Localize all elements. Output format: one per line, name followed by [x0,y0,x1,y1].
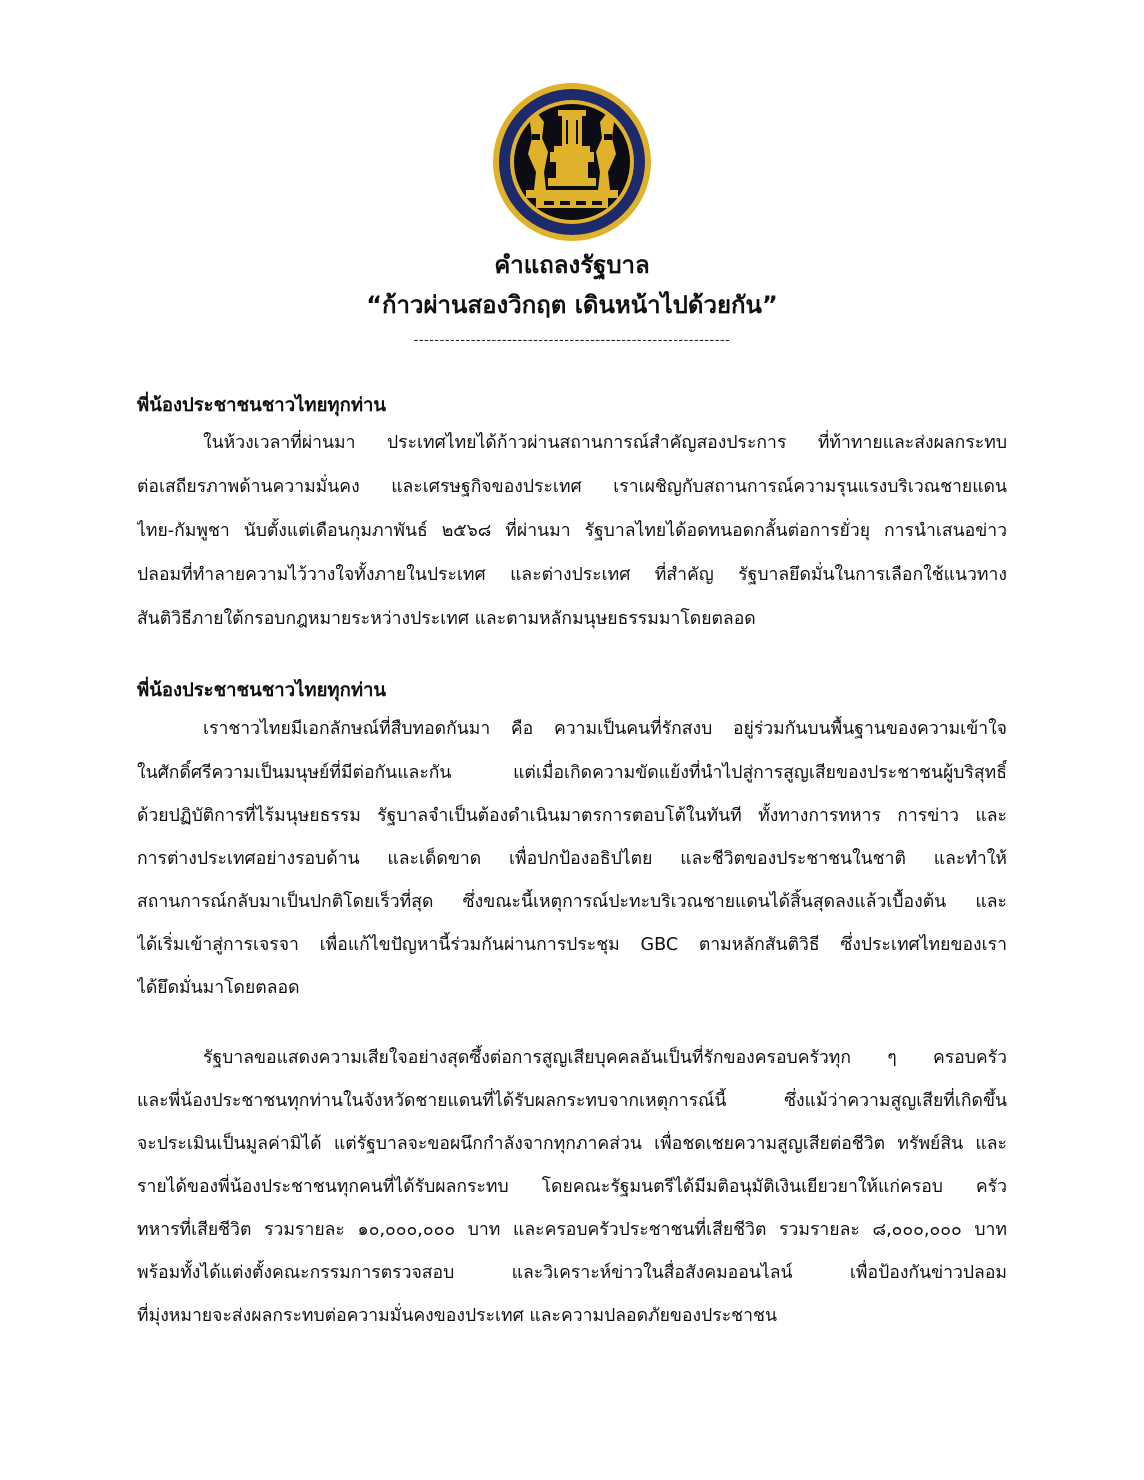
section-2-heading: พี่น้องประชาชนชาวไทยทุกท่าน [137,680,387,701]
section-3-line: พร้อมทั้งได้แต่งตั้งคณะกรรมการตรวจสอบ และวิเคราะห์ข่าวในสื่อสังคมออนไลน์ เพื่อป้องกันข่าวปลอม [137,1263,1007,1283]
government-seal-emblem [492,82,652,242]
document-subtitle: “ก้าวผ่านสองวิกฤต เดินหน้าไปด้วยกัน” [366,291,778,319]
section-2-line: เราชาวไทยมีเอกลักษณ์ที่สืบทอดกันมา คือ ความเป็นคนที่รักสงบ อยู่ร่วมกันบนพื้นฐานของความเข้าใจ [203,719,1007,739]
section-2-line: ด้วยปฏิบัติการที่ไร้มนุษยธรรม รัฐบาลจำเป็นต้องดำเนินมาตรการตอบโต้ในทันที ทั้งทางการทหาร การข่าว และ [137,806,1007,826]
section-2-line: การต่างประเทศอย่างรอบด้าน และเด็ดขาด เพื่อปกป้องอธิปไตย และชีวิตของประชาชนในชาติ และทำให้ [137,849,1007,869]
title-divider: ------------------------------------------------------------- [413,333,731,348]
section-1-line: ในห้วงเวลาที่ผ่านมา ประเทศไทยได้ก้าวผ่านสถานการณ์สำคัญสองประการ ที่ท้าทายและส่งผลกระทบ [203,433,1007,453]
document-title: คำแถลงรัฐบาล [494,251,650,279]
section-3-line: จะประเมินเป็นมูลค่ามิได้ แต่รัฐบาลจะขอผนึกกำลังจากทุกภาคส่วน เพื่อชดเชยความสูญเสียต่อชีวิต ทรัพย์สิน และ [137,1134,1007,1154]
section-1-line: ต่อเสถียรภาพด้านความมั่นคง และเศรษฐกิจของประเทศ เราเผชิญกับสถานการณ์ความรุนแรงบริเวณชายแดน [137,477,1007,497]
section-1-line: ไทย-กัมพูชา นับตั้งแต่เดือนกุมภาพันธ์ ๒๕๖๘ ที่ผ่านมา รัฐบาลไทยได้อดทนอดกลั้นต่อการยั่วยุ การนำเสนอข่าว [137,521,1007,541]
section-1-heading: พี่น้องประชาชนชาวไทยทุกท่าน [137,395,387,416]
section-3-line: และพี่น้องประชาชนทุกท่านในจังหวัดชายแดนที่ได้รับผลกระทบจากเหตุการณ์นี้ ซึ่งแม้ว่าความสูญเสียที่เกิดขึ้น [137,1091,1007,1111]
section-3-line: ทหารที่เสียชีวิต รวมรายละ ๑๐,๐๐๐,๐๐๐ บาท และครอบครัวประชาชนที่เสียชีวิต รวมรายละ ๘,๐๐๐,๐๐๐ บาท [137,1220,1007,1240]
section-2-line: ได้เริ่มเข้าสู่การเจรจา เพื่อแก้ไขปัญหานี้ร่วมกันผ่านการประชุม GBC ตามหลักสันติวิธี ซึ่งประเทศไทยของเรา [137,935,1007,955]
section-3-line: รายได้ของพี่น้องประชาชนทุกคนที่ได้รับผลกระทบ โดยคณะรัฐมนตรีได้มีมติอนุมัติเงินเยียวยาให้แก่ครอบ ครัว [137,1177,1007,1197]
section-2-line: ในศักดิ์ศรีความเป็นมนุษย์ที่มีต่อกันและกัน แต่เมื่อเกิดความขัดแย้งที่นำไปสู่การสูญเสียของประชาชนผู้บริสุทธิ์ [137,763,1007,783]
section-3-line: ที่มุ่งหมายจะส่งผลกระทบต่อความมั่นคงของประเทศ และความปลอดภัยของประชาชน [137,1306,777,1326]
section-2-line: ได้ยึดมั่นมาโดยตลอด [137,978,300,998]
section-1-line: ปลอมที่ทำลายความไว้วางใจทั้งภายในประเทศ และต่างประเทศ ที่สำคัญ รัฐบาลยึดมั่นในการเลือกใช้แนวทาง [137,565,1007,585]
section-2-line: สถานการณ์กลับมาเป็นปกติโดยเร็วที่สุด ซึ่งขณะนี้เหตุการณ์ปะทะบริเวณชายแดนได้สิ้นสุดลงแล้วเบื้องต้น และ [137,892,1007,912]
section-1-line: สันติวิธีภายใต้กรอบกฎหมายระหว่างประเทศ และตามหลักมนุษยธรรมมาโดยตลอด [137,609,756,629]
section-3-line: รัฐบาลขอแสดงความเสียใจอย่างสุดซึ้งต่อการสูญเสียบุคคลอันเป็นที่รักของครอบครัวทุก ๆ ครอบครัว [203,1048,1007,1068]
